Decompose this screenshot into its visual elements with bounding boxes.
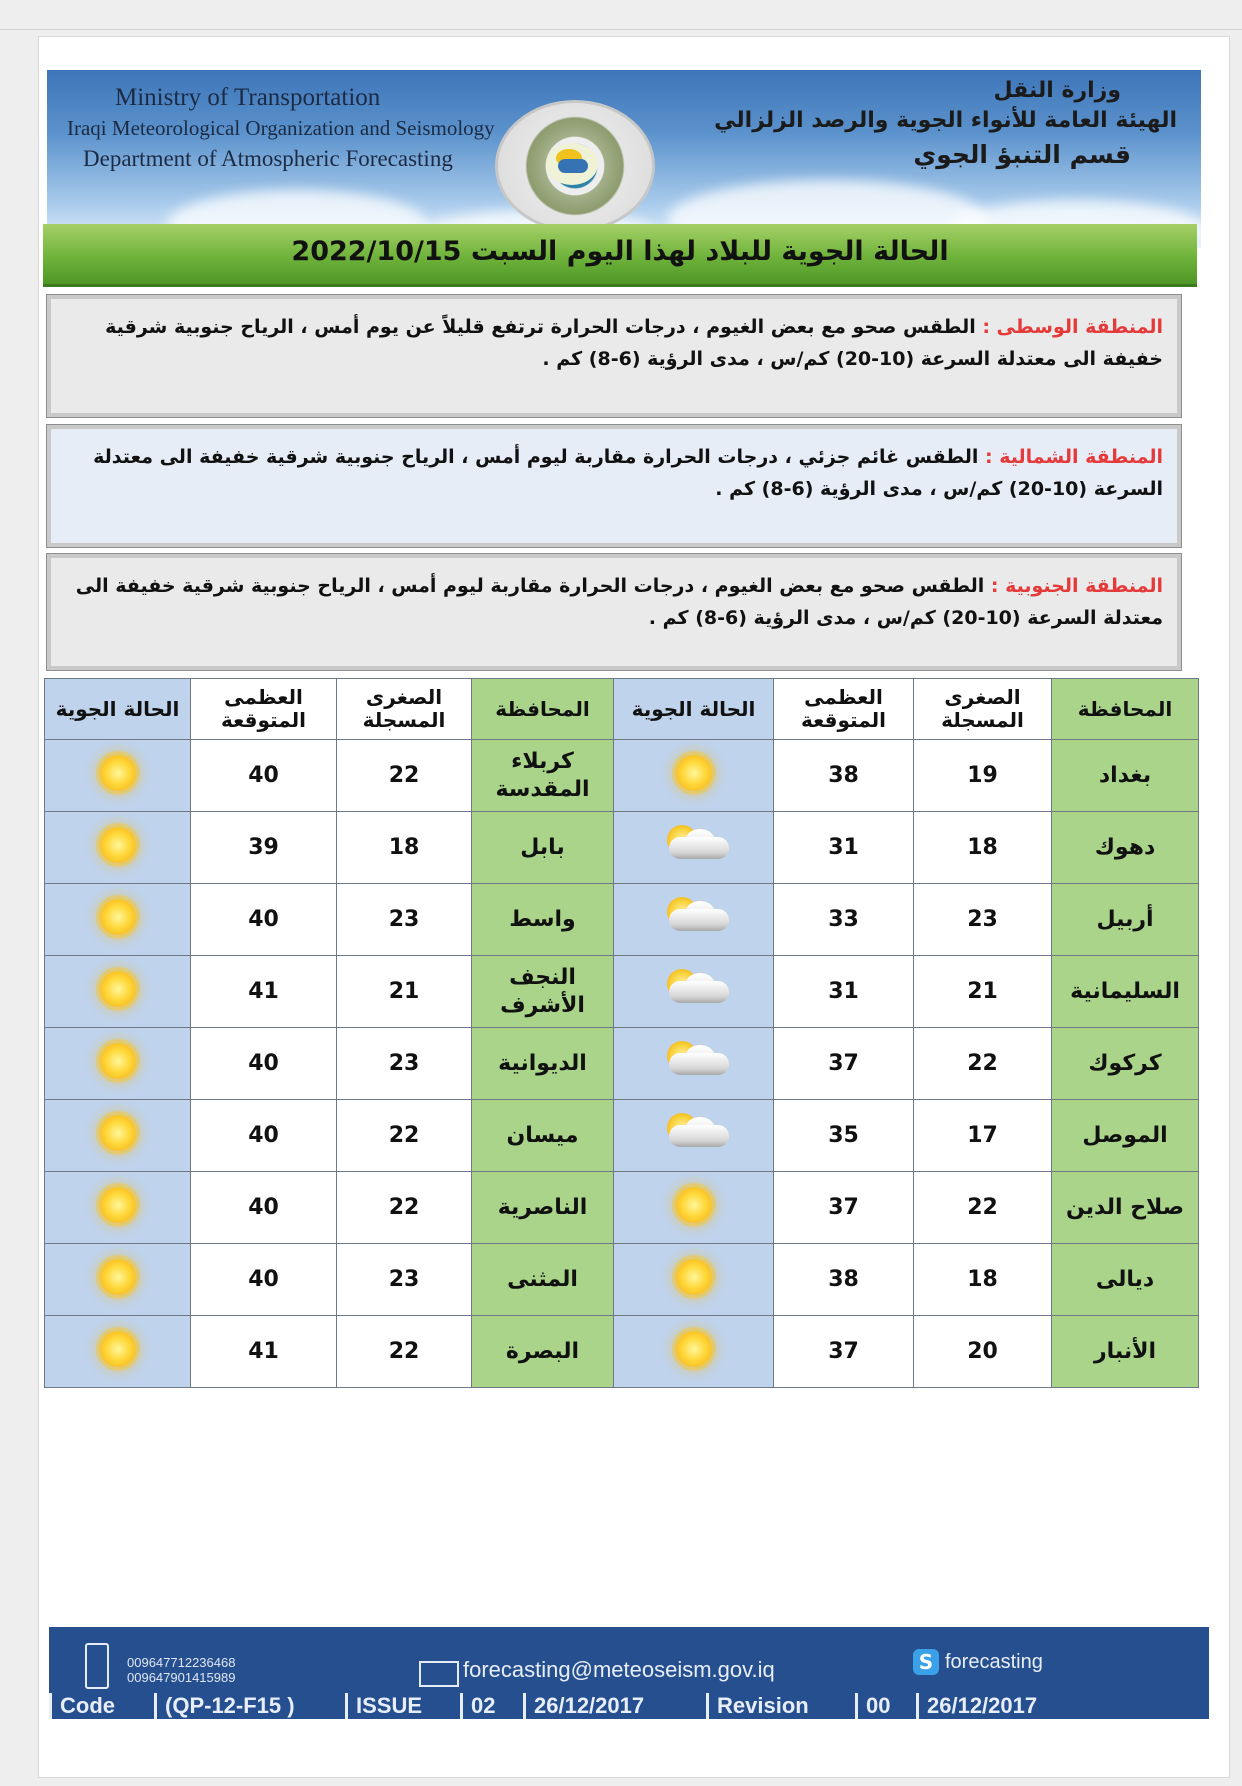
province-cell: البصرة bbox=[472, 1316, 614, 1388]
table-row bbox=[45, 1100, 1199, 1172]
province-cell: واسط bbox=[472, 884, 614, 956]
max-temp-cell: 37 bbox=[774, 1172, 914, 1244]
province-cell: المثنى bbox=[472, 1244, 614, 1316]
min-temp-cell: 22 bbox=[337, 1100, 472, 1172]
condition-cell bbox=[45, 1028, 191, 1100]
sun-icon bbox=[676, 1331, 712, 1367]
email-address[interactable]: forecasting@meteoseism.gov.iq bbox=[463, 1657, 775, 1682]
header-ar-ministry: وزارة النقل bbox=[993, 78, 1121, 103]
province-cell: كركوك bbox=[1052, 1028, 1199, 1100]
province-cell: بابل bbox=[472, 812, 614, 884]
min-temp-cell: 23 bbox=[337, 884, 472, 956]
sun-icon bbox=[100, 1259, 136, 1295]
condition-cell bbox=[614, 1028, 774, 1100]
sun-icon bbox=[676, 755, 712, 791]
condition-cell bbox=[45, 812, 191, 884]
max-temp-cell: 40 bbox=[191, 884, 337, 956]
max-temp-cell: 35 bbox=[774, 1100, 914, 1172]
max-temp-cell: 40 bbox=[191, 1244, 337, 1316]
max-temp-cell: 40 bbox=[191, 1172, 337, 1244]
condition-cell bbox=[614, 956, 774, 1028]
header-condition: الحالة الجوية bbox=[45, 679, 191, 740]
revision-date: 26/12/2017 bbox=[916, 1693, 1101, 1719]
bulletin-title: الحالة الجوية للبلاد لهذا اليوم السبت 2022/10/15 bbox=[291, 236, 949, 267]
province-cell: الأنبار bbox=[1052, 1316, 1199, 1388]
region-text: الطقس صحو مع بعض الغيوم ، درجات الحرارة ترتفع قليلاً عن يوم أمس ، الرياح جنوبية شرقية خفيفة الى معتدلة السرعة (10-20) كم/س ، مدى الرؤية (6-8) كم . bbox=[105, 316, 1163, 370]
header-min: الصغرى المسجلة bbox=[337, 679, 472, 740]
header-condition: الحالة الجوية bbox=[614, 679, 774, 740]
code-label: Code bbox=[49, 1693, 154, 1719]
condition-cell bbox=[614, 1316, 774, 1388]
max-temp-cell: 40 bbox=[191, 1100, 337, 1172]
phone-number-2: 009647901415989 bbox=[127, 1670, 236, 1685]
condition-cell bbox=[45, 1172, 191, 1244]
condition-cell bbox=[45, 1244, 191, 1316]
partly-cloudy-icon bbox=[655, 823, 733, 867]
issue-date: 26/12/2017 bbox=[523, 1693, 706, 1719]
region-text: الطقس غائم جزئي ، درجات الحرارة مقاربة ليوم أمس ، الرياح جنوبية شرقية خفيفة الى معتدلة السرعة (10-20) كم/س ، مدى الرؤية (6-8) كم . bbox=[93, 446, 1163, 500]
condition-cell bbox=[45, 740, 191, 812]
min-temp-cell: 23 bbox=[337, 1244, 472, 1316]
province-cell: دهوك bbox=[1052, 812, 1199, 884]
min-temp-cell: 23 bbox=[337, 1028, 472, 1100]
min-temp-cell: 21 bbox=[337, 956, 472, 1028]
min-temp-cell: 17 bbox=[914, 1100, 1052, 1172]
table-header-row bbox=[45, 679, 1199, 740]
province-cell: صلاح الدين bbox=[1052, 1172, 1199, 1244]
table-row bbox=[45, 884, 1199, 956]
document-code-bar bbox=[49, 1693, 1209, 1719]
top-divider bbox=[0, 29, 1242, 30]
condition-cell bbox=[45, 884, 191, 956]
region-text: الطقس صحو مع بعض الغيوم ، درجات الحرارة مقاربة ليوم أمس ، الرياح جنوبية شرقية خفيفة الى معتدلة السرعة (10-20) كم/س ، مدى الرؤية (6-8) كم . bbox=[75, 575, 1163, 629]
mail-icon bbox=[419, 1661, 459, 1687]
region-name: المنطقة الجنوبية : bbox=[990, 575, 1163, 597]
partly-cloudy-icon bbox=[655, 1039, 733, 1083]
condition-cell bbox=[614, 1172, 774, 1244]
header-max: العظمى المتوقعة bbox=[191, 679, 337, 740]
min-temp-cell: 22 bbox=[337, 1316, 472, 1388]
table-row bbox=[45, 812, 1199, 884]
weather-bulletin bbox=[38, 36, 1230, 1778]
phone-icon bbox=[85, 1643, 109, 1689]
header-province: المحافظة bbox=[1052, 679, 1199, 740]
province-cell: الديوانية bbox=[472, 1028, 614, 1100]
header-en-department: Department of Atmospheric Forecasting bbox=[83, 146, 453, 171]
partly-cloudy-icon bbox=[655, 895, 733, 939]
max-temp-cell: 38 bbox=[774, 740, 914, 812]
province-cell: الموصل bbox=[1052, 1100, 1199, 1172]
sun-icon bbox=[100, 899, 136, 935]
phone-numbers bbox=[127, 1655, 235, 1685]
header-banner bbox=[47, 70, 1201, 248]
table-row bbox=[45, 1244, 1199, 1316]
table-row bbox=[45, 1028, 1199, 1100]
province-cell: أربيل bbox=[1052, 884, 1199, 956]
header-en-organization: Iraqi Meteorological Organization and Seismology bbox=[67, 116, 495, 140]
max-temp-cell: 31 bbox=[774, 812, 914, 884]
issue-label: ISSUE bbox=[345, 1693, 460, 1719]
table-row bbox=[45, 1316, 1199, 1388]
region-south bbox=[47, 554, 1181, 670]
max-temp-cell: 37 bbox=[774, 1028, 914, 1100]
issue-value: 02 bbox=[460, 1693, 523, 1719]
min-temp-cell: 21 bbox=[914, 956, 1052, 1028]
condition-cell bbox=[45, 1316, 191, 1388]
header-ar-department: قسم التنبؤ الجوي bbox=[913, 140, 1131, 169]
max-temp-cell: 38 bbox=[774, 1244, 914, 1316]
table-row bbox=[45, 740, 1199, 812]
province-cell: بغداد bbox=[1052, 740, 1199, 812]
sun-icon bbox=[676, 1259, 712, 1295]
province-cell: ميسان bbox=[472, 1100, 614, 1172]
skype-icon: S bbox=[913, 1649, 939, 1675]
min-temp-cell: 23 bbox=[914, 884, 1052, 956]
min-temp-cell: 22 bbox=[914, 1172, 1052, 1244]
province-cell: الناصرية bbox=[472, 1172, 614, 1244]
region-north bbox=[47, 425, 1181, 547]
province-cell: كربلاء المقدسة bbox=[472, 740, 614, 812]
footer-contact-bar bbox=[49, 1627, 1209, 1719]
sun-icon bbox=[100, 755, 136, 791]
header-max: العظمى المتوقعة bbox=[774, 679, 914, 740]
max-temp-cell: 39 bbox=[191, 812, 337, 884]
condition-cell bbox=[614, 1244, 774, 1316]
province-cell: النجف الأشرف bbox=[472, 956, 614, 1028]
condition-cell bbox=[614, 812, 774, 884]
max-temp-cell: 37 bbox=[774, 1316, 914, 1388]
province-cell: السليمانية bbox=[1052, 956, 1199, 1028]
min-temp-cell: 22 bbox=[337, 1172, 472, 1244]
province-cell: ديالى bbox=[1052, 1244, 1199, 1316]
max-temp-cell: 41 bbox=[191, 956, 337, 1028]
table-row bbox=[45, 1172, 1199, 1244]
region-name: المنطقة الشمالية : bbox=[985, 446, 1163, 468]
min-temp-cell: 19 bbox=[914, 740, 1052, 812]
code-value: (QP-12-F15 ) bbox=[154, 1693, 345, 1719]
revision-label: Revision bbox=[706, 1693, 855, 1719]
max-temp-cell: 40 bbox=[191, 1028, 337, 1100]
max-temp-cell: 31 bbox=[774, 956, 914, 1028]
sun-icon bbox=[100, 1115, 136, 1151]
sun-icon bbox=[100, 971, 136, 1007]
max-temp-cell: 41 bbox=[191, 1316, 337, 1388]
min-temp-cell: 18 bbox=[914, 812, 1052, 884]
bulletin-title-bar bbox=[43, 224, 1197, 287]
region-name: المنطقة الوسطى : bbox=[982, 316, 1163, 338]
condition-cell bbox=[614, 884, 774, 956]
min-temp-cell: 20 bbox=[914, 1316, 1052, 1388]
condition-cell bbox=[45, 956, 191, 1028]
max-temp-cell: 33 bbox=[774, 884, 914, 956]
partly-cloudy-icon bbox=[655, 1111, 733, 1155]
sun-icon bbox=[100, 827, 136, 863]
sun-icon bbox=[100, 1331, 136, 1367]
header-en-ministry: Ministry of Transportation bbox=[115, 84, 381, 111]
skype-handle[interactable]: forecasting bbox=[945, 1651, 1043, 1673]
condition-cell bbox=[614, 1100, 774, 1172]
sun-icon bbox=[100, 1187, 136, 1223]
header-ar-organization: الهيئة العامة للأنواء الجوية والرصد الزلزالي bbox=[714, 108, 1177, 133]
table-row bbox=[45, 956, 1199, 1028]
max-temp-cell: 40 bbox=[191, 740, 337, 812]
forecast-table bbox=[44, 678, 1199, 1388]
region-central bbox=[47, 295, 1181, 417]
min-temp-cell: 22 bbox=[914, 1028, 1052, 1100]
header-province: المحافظة bbox=[472, 679, 614, 740]
organization-logo bbox=[495, 100, 655, 232]
sun-icon bbox=[100, 1043, 136, 1079]
condition-cell bbox=[45, 1100, 191, 1172]
min-temp-cell: 18 bbox=[337, 812, 472, 884]
min-temp-cell: 22 bbox=[337, 740, 472, 812]
header-min: الصغرى المسجلة bbox=[914, 679, 1052, 740]
min-temp-cell: 18 bbox=[914, 1244, 1052, 1316]
partly-cloudy-icon bbox=[655, 967, 733, 1011]
sun-icon bbox=[676, 1187, 712, 1223]
phone-number-1: 009647712236468 bbox=[127, 1655, 236, 1670]
revision-value: 00 bbox=[855, 1693, 916, 1719]
condition-cell bbox=[614, 740, 774, 812]
